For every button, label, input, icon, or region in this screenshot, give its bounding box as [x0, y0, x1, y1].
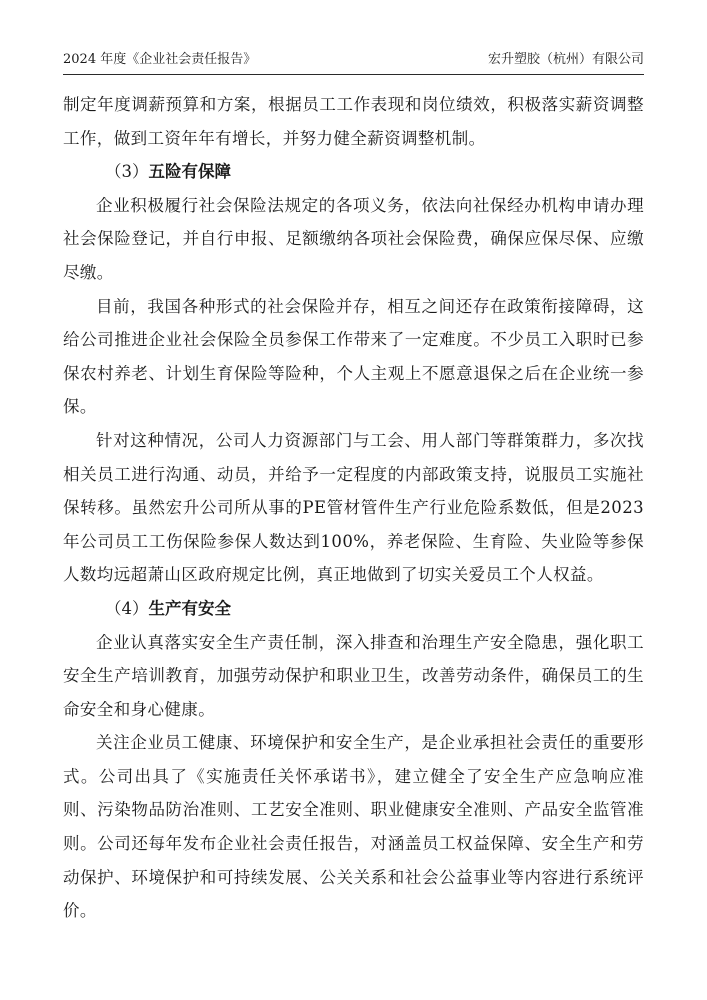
section-heading-safety — [63, 592, 644, 626]
page-header — [63, 50, 644, 75]
section-title-safety: 生产有安全 — [148, 598, 231, 618]
paragraph-safety-commitment: 关注企业员工健康、环境保护和安全生产，是企业承担社会责任的重要形式。公司出具了《实施责任关怀承诺书》，建立健全了安全生产应急响应准则、污染物品防治准则、工艺安全准则、职业健康安全准则、产品安全监管准则。公司还每年发布企业社会责任报告，对涵盖员工权益保障、安全生产和劳动保护、环境保护和可持续发展、公关关系和社会公益事业等内容进行系统评价。 — [63, 733, 644, 921]
paragraph-salary-adjustment: 制定年度调薪预算和方案，根据员工工作表现和岗位绩效，积极落实薪资调整工作，做到工资年年有增长，并努力健全薪资调整机制。 — [63, 95, 644, 148]
paragraph-safety-responsibility: 企业认真落实安全生产责任制，深入排查和治理生产安全隐患，强化职工安全生产培训教育，加强劳动保护和职业卫生，改善劳动条件，确保员工的生命安全和身心健康。 — [63, 632, 644, 719]
section-title-insurance: 五险有保障 — [148, 162, 231, 182]
section-heading-insurance — [63, 155, 644, 189]
document-body — [63, 88, 644, 928]
header-report-title: 2024 年度《企业社会责任报告》 — [63, 52, 257, 67]
header-company-name: 宏升塑胶（杭州）有限公司 — [487, 52, 644, 67]
paragraph-insurance-obligations: 企业积极履行社会保险法规定的各项义务，依法向社保经办机构申请办理社会保险登记，并自行申报、足额缴纳各项社会保险费，确保应保尽保、应缴尽缴。 — [63, 195, 644, 282]
section-number-4: （4） — [105, 598, 149, 618]
paragraph-insurance-actions: 针对这种情况，公司人力资源部门与工会、用人部门等群策群力，多次找相关员工进行沟通、动员，并给予一定程度的内部政策支持，说服员工实施社保转移。虽然宏升公司所从事的PE管材管件生产行业危险系数低，但是2023年公司员工工伤保险参保人数达到100%，养老保险、生育险、失业险等参保人数均远超萧山区政府规定比例，真正地做到了切实关爱员工个人权益。 — [63, 430, 644, 585]
section-number-3: （3） — [105, 162, 149, 182]
paragraph-insurance-challenges: 目前，我国各种形式的社会保险并存，相互之间还存在政策衔接障碍，这给公司推进企业社会保险全员参保工作带来了一定难度。不少员工入职时已参保农村养老、计划生育保险等险种，个人主观上不愿意退保之后在企业统一参保。 — [63, 296, 644, 417]
